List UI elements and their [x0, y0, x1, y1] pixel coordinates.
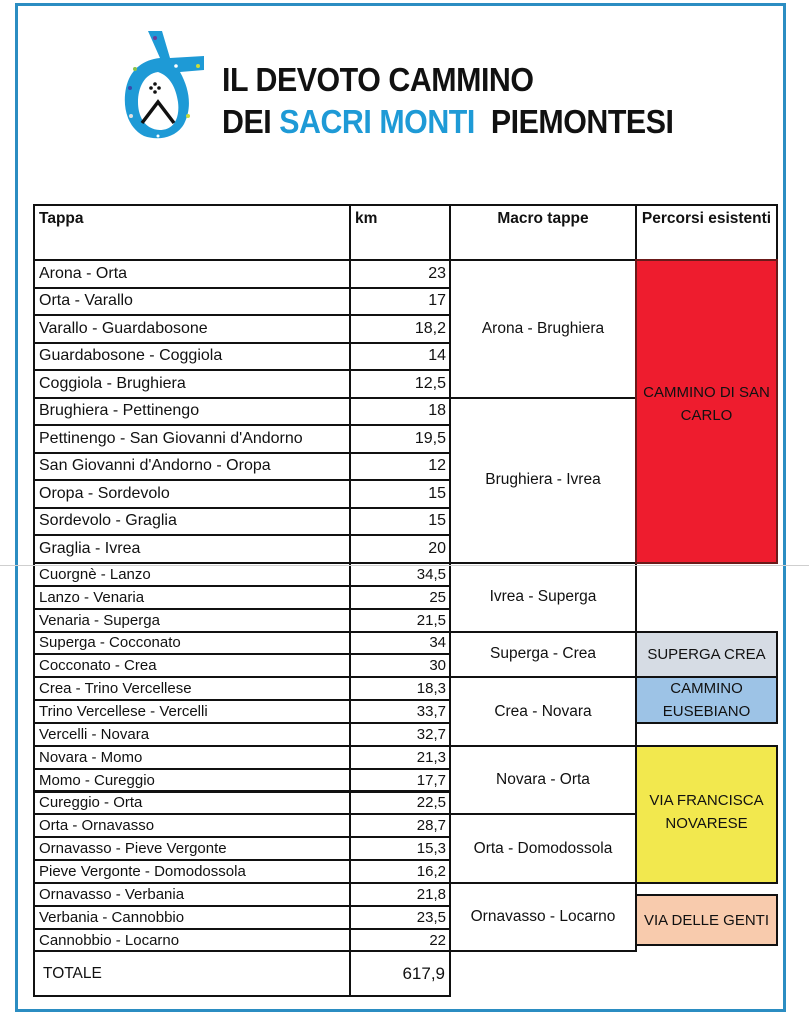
table-row-tappa-text: Ornavasso - Pieve Vergonte [39, 840, 227, 858]
table-row-tappa-text: Orta - Ornavasso [39, 817, 155, 835]
table-row-tappa-text: Crea - Trino Vercellese [39, 680, 192, 698]
table-row-tappa-text: Ornavasso - Verbania [39, 885, 185, 903]
percorso-cammino-eusebiano [635, 676, 778, 724]
macro-tappa-cell [449, 882, 637, 953]
table-row-tappa-text: Arona - Orta [39, 264, 128, 282]
table-row-km-text: 18,3 [416, 680, 446, 698]
table-row-km-text: 14 [428, 347, 446, 365]
table-row-tappa-text: Superga - Cocconato [39, 634, 181, 652]
macro-tappa-cell-text: Brughiera - Ivrea [485, 471, 601, 489]
table-row-tappa-text: Pettinengo - San Giovanni d'Andorno [39, 429, 303, 447]
table-row-tappa [33, 653, 351, 678]
table-row-km [349, 836, 451, 861]
table-row-km-text: 18,2 [414, 319, 446, 337]
table-row-km-text: 25 [429, 588, 446, 606]
table-row-km [349, 768, 451, 793]
page-fold-line [0, 565, 809, 566]
table-row-km-text: 22,5 [416, 794, 446, 812]
table-row-tappa [33, 882, 351, 907]
table-row-km-text: 20 [428, 540, 446, 557]
percorso-cammino-di-san-carlo [635, 259, 778, 564]
table-row-km [349, 287, 451, 317]
table-row-tappa [33, 507, 351, 537]
table-row-tappa [33, 905, 351, 930]
table-row-km-text: 28,7 [416, 817, 446, 835]
table-row-tappa [33, 699, 351, 724]
macro-tappa-cell [449, 631, 637, 679]
table-row-tappa [33, 479, 351, 509]
table-row-tappa-text: Pieve Vergonte - Domodossola [39, 862, 246, 880]
table-row-tappa-text: Coggiola - Brughiera [39, 374, 186, 392]
table-row-km-text: 12 [428, 457, 446, 475]
table-row-tappa [33, 259, 351, 289]
header-percorsi-esistenti [635, 204, 778, 261]
header-percorsi-esistenti-text: Percorsi esistenti [641, 210, 772, 227]
macro-tappa-cell-text: Orta - Domodossola [473, 839, 613, 857]
table-row-tappa-text: Varallo - Guardabosone [39, 319, 208, 337]
table-row-tappa-text: Lanzo - Venaria [39, 588, 145, 606]
page-title-line2 [222, 105, 673, 138]
macro-tappa-cell-text: Crea - Novara [494, 702, 592, 720]
percorso-superga-crea-text: SUPERGA CREA [647, 645, 766, 663]
percorso-cammino-eusebiano-text: CAMMINO EUSEBIANO [662, 679, 751, 721]
total-km [349, 950, 451, 997]
percorso-via-delle-genti-text: VIA DELLE GENTI [643, 911, 770, 929]
table-row-km [349, 882, 451, 907]
table-row-km [349, 745, 451, 770]
title-suffix: PIEMONTESI [490, 103, 674, 140]
table-row-km-text: 18 [428, 402, 446, 420]
table-row-tappa-text: Venaria - Superga [39, 611, 160, 629]
table-row-km [349, 699, 451, 724]
table-row-tappa [33, 768, 351, 793]
table-row-tappa-text: Vercelli - Novara [39, 725, 150, 743]
table-row-tappa [33, 676, 351, 701]
table-row-km [349, 314, 451, 344]
table-row-tappa [33, 813, 351, 838]
header-km [349, 204, 451, 261]
percorso-via-francisca-novarese-text: VIA FRANCISCA NOVARESE [649, 791, 764, 833]
percorso-via-delle-genti [635, 894, 778, 947]
table-row-km-text: 17 [428, 292, 446, 310]
table-row-km [349, 813, 451, 838]
table-row-tappa [33, 928, 351, 953]
table-row-km [349, 507, 451, 537]
table-row-km-text: 30 [429, 657, 446, 675]
table-row-tappa-text: Orta - Varallo [39, 292, 133, 310]
table-row-tappa [33, 342, 351, 372]
table-row-tappa-text: Sordevolo - Graglia [39, 512, 177, 530]
table-row-km-text: 16,2 [416, 862, 446, 880]
table-row-tappa [33, 314, 351, 344]
table-row-km-text: 34,5 [416, 565, 446, 583]
header-macro-tappe-text: Macro tappe [497, 210, 589, 227]
table-row-km-text: 15 [428, 512, 446, 530]
table-row-tappa-text: Cureggio - Orta [39, 794, 143, 812]
table-row-km-text: 12,5 [414, 374, 446, 392]
macro-tappa-cell [449, 813, 637, 884]
table-row-tappa-text: Brughiera - Pettinengo [39, 402, 200, 420]
table-row-km-text: 17,7 [416, 771, 446, 789]
table-row-km [349, 259, 451, 289]
table-row-tappa [33, 585, 351, 610]
table-row-km-text: 21,3 [416, 748, 446, 766]
table-row-tappa [33, 745, 351, 770]
percorso-cammino-di-san-carlo-text: CAMMINO DI SAN CARLO [643, 384, 770, 425]
table-row-km-text: 33,7 [416, 703, 446, 721]
sacri-monti-logo [118, 28, 208, 143]
table-row-tappa-text: Novara - Momo [39, 748, 143, 766]
table-row-tappa [33, 836, 351, 861]
header-tappa [33, 204, 351, 261]
header-macro-tappe [449, 204, 637, 261]
table-row-km [349, 585, 451, 610]
total-km-text: 617,9 [402, 963, 445, 983]
table-row-km-text: 15 [428, 484, 446, 502]
table-row-km [349, 608, 451, 633]
table-row-km [349, 534, 451, 564]
macro-tappa-cell [449, 562, 637, 633]
header-km-text: km [355, 210, 378, 227]
macro-tappa-cell [449, 745, 637, 816]
table-row-km [349, 369, 451, 399]
table-row-tappa-text: Guardabosone - Coggiola [39, 347, 223, 365]
macro-tappa-cell [449, 397, 637, 565]
title-prefix: DEI [222, 103, 272, 140]
table-row-tappa [33, 287, 351, 317]
percorso-superga-crea [635, 631, 778, 679]
table-row-tappa [33, 397, 351, 427]
table-row-tappa [33, 452, 351, 482]
table-row-tappa [33, 859, 351, 884]
table-row-tappa [33, 791, 351, 816]
table-row-km-text: 21,8 [416, 885, 446, 903]
table-row-km-text: 23 [428, 264, 446, 282]
table-row-km-text: 21,5 [416, 611, 446, 629]
total-label-text: TOTALE [43, 964, 102, 982]
table-row-km [349, 631, 451, 656]
table-row-km [349, 653, 451, 678]
table-row-km [349, 397, 451, 427]
table-row-km [349, 452, 451, 482]
table-row-tappa-text: Momo - Cureggio [39, 771, 155, 789]
table-row-km [349, 928, 451, 953]
title-highlight: SACRI MONTI [279, 103, 475, 140]
table-row-tappa [33, 608, 351, 633]
table-row-km-text: 34 [429, 634, 446, 652]
percorso-via-francisca-novarese [635, 745, 778, 884]
table-row-tappa [33, 369, 351, 399]
table-row-km [349, 722, 451, 747]
table-row-tappa-text: Trino Vercellese - Vercelli [39, 703, 208, 721]
table-row-tappa-text: Graglia - Ivrea [39, 540, 141, 557]
table-row-km-text: 23,5 [416, 908, 446, 926]
total-label [33, 950, 351, 997]
table-row-km [349, 859, 451, 884]
table-row-km-text: 19,5 [414, 429, 446, 447]
table-row-km [349, 424, 451, 454]
table-row-km [349, 791, 451, 816]
table-row-km [349, 479, 451, 509]
table-row-tappa-text: Cuorgnè - Lanzo [39, 565, 151, 583]
table-row-km-text: 15,3 [416, 840, 446, 858]
table-row-tappa-text: Verbania - Cannobbio [39, 908, 185, 926]
table-row-km [349, 676, 451, 701]
table-row-tappa [33, 722, 351, 747]
table-row-km-text: 32,7 [416, 725, 446, 743]
macro-tappa-cell-text: Ivrea - Superga [489, 588, 597, 606]
macro-tappa-cell [449, 259, 637, 399]
page-title-line1: IL DEVOTO CAMMINO [222, 61, 534, 98]
table-row-km [349, 905, 451, 930]
macro-tappa-cell-text: Ornavasso - Locarno [470, 908, 616, 926]
macro-tappa-cell-text: Arona - Brughiera [481, 319, 605, 337]
table-row-tappa-text: San Giovanni d'Andorno - Oropa [39, 457, 271, 475]
table-row-km [349, 342, 451, 372]
macro-tappa-cell-text: Novara - Orta [496, 771, 590, 789]
table-row-km-text: 22 [429, 931, 446, 949]
table-row-tappa [33, 424, 351, 454]
macro-tappa-cell-text: Superga - Crea [490, 645, 596, 663]
header-tappa-text: Tappa [39, 210, 84, 227]
macro-tappa-cell [449, 676, 637, 747]
table-row-tappa-text: Cannobbio - Locarno [39, 931, 180, 949]
table-row-tappa [33, 534, 351, 564]
table-row-tappa-text: Oropa - Sordevolo [39, 484, 170, 502]
table-row-tappa [33, 631, 351, 656]
table-row-tappa-text: Cocconato - Crea [39, 657, 157, 675]
